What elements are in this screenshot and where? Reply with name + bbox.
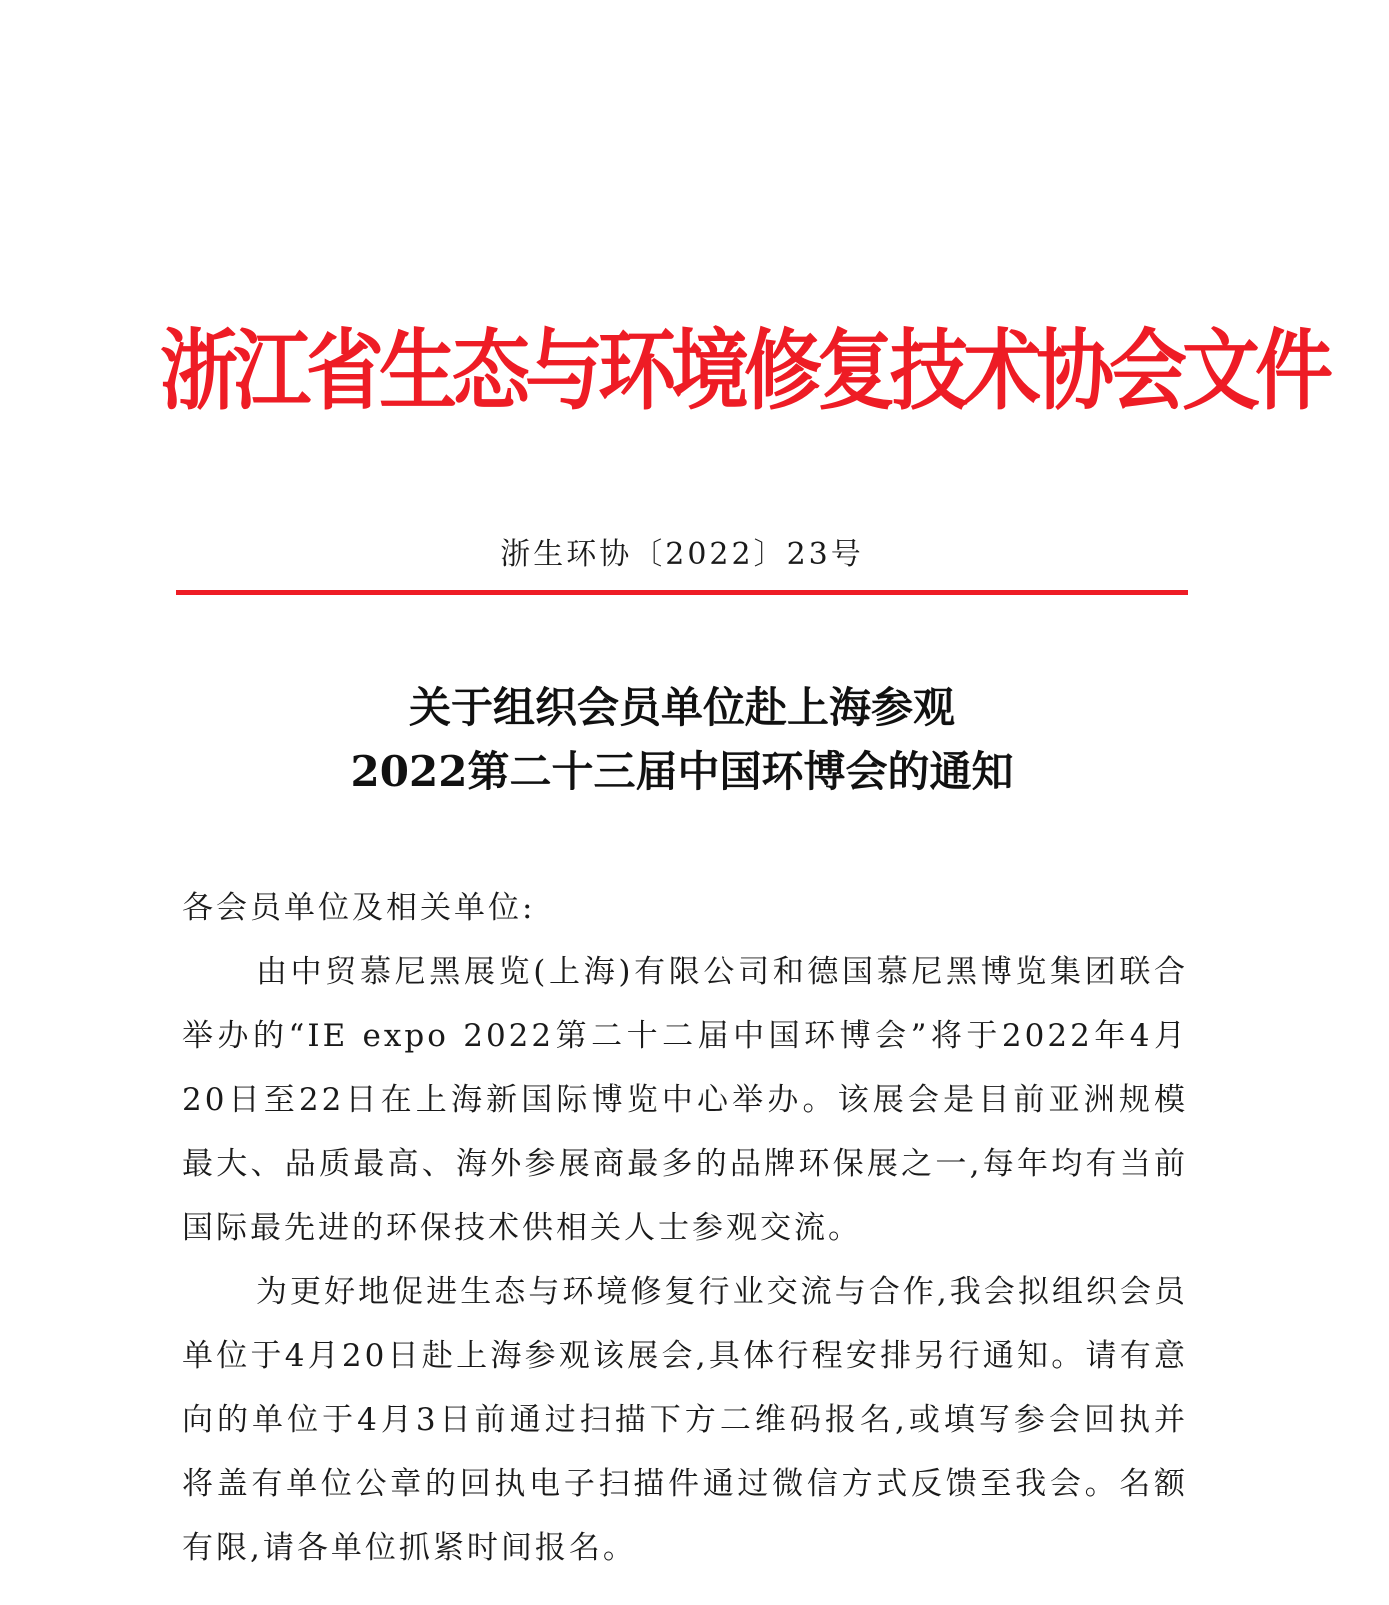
header-red-divider xyxy=(176,590,1188,595)
body-paragraph-1: 由中贸慕尼黑展览(上海)有限公司和德国慕尼黑博览集团联合举办的“IE expo 2022第二十二届中国环博会”将于2022年4月20日至22日在上海新国际博览中心举办。该展会是目前亚洲规模最大、品质最高、海外参展商最多的品牌环保展之一,每年均有当前国际最先进的环保技术供相关人士参观交流。 xyxy=(182,954,1188,1246)
document-number: 浙生环协〔2022〕23号 xyxy=(500,537,864,572)
body-paragraph-2: 为更好地促进生态与环境修复行业交流与合作,我会拟组织会员单位于4月20日赴上海参观该展会,具体行程安排另行通知。请有意向的单位于4月3日前通过扫描下方二维码报名,或填写参会回执并将盖有单位公章的回执电子扫描件通过微信方式反馈至我会。名额有限,请各单位抓紧时间报名。 xyxy=(182,1274,1188,1566)
notice-title xyxy=(176,676,1188,804)
issuer-header-title: 浙江省生态与环境修复技术协会文件 xyxy=(160,321,1329,423)
notice-body xyxy=(182,876,1188,1580)
notice-title-line-1: 关于组织会员单位赴上海参观 xyxy=(408,683,955,732)
salutation: 各会员单位及相关单位: xyxy=(182,890,536,926)
notice-title-line-2: 2022第二十三届中国环博会的通知 xyxy=(350,747,1014,796)
